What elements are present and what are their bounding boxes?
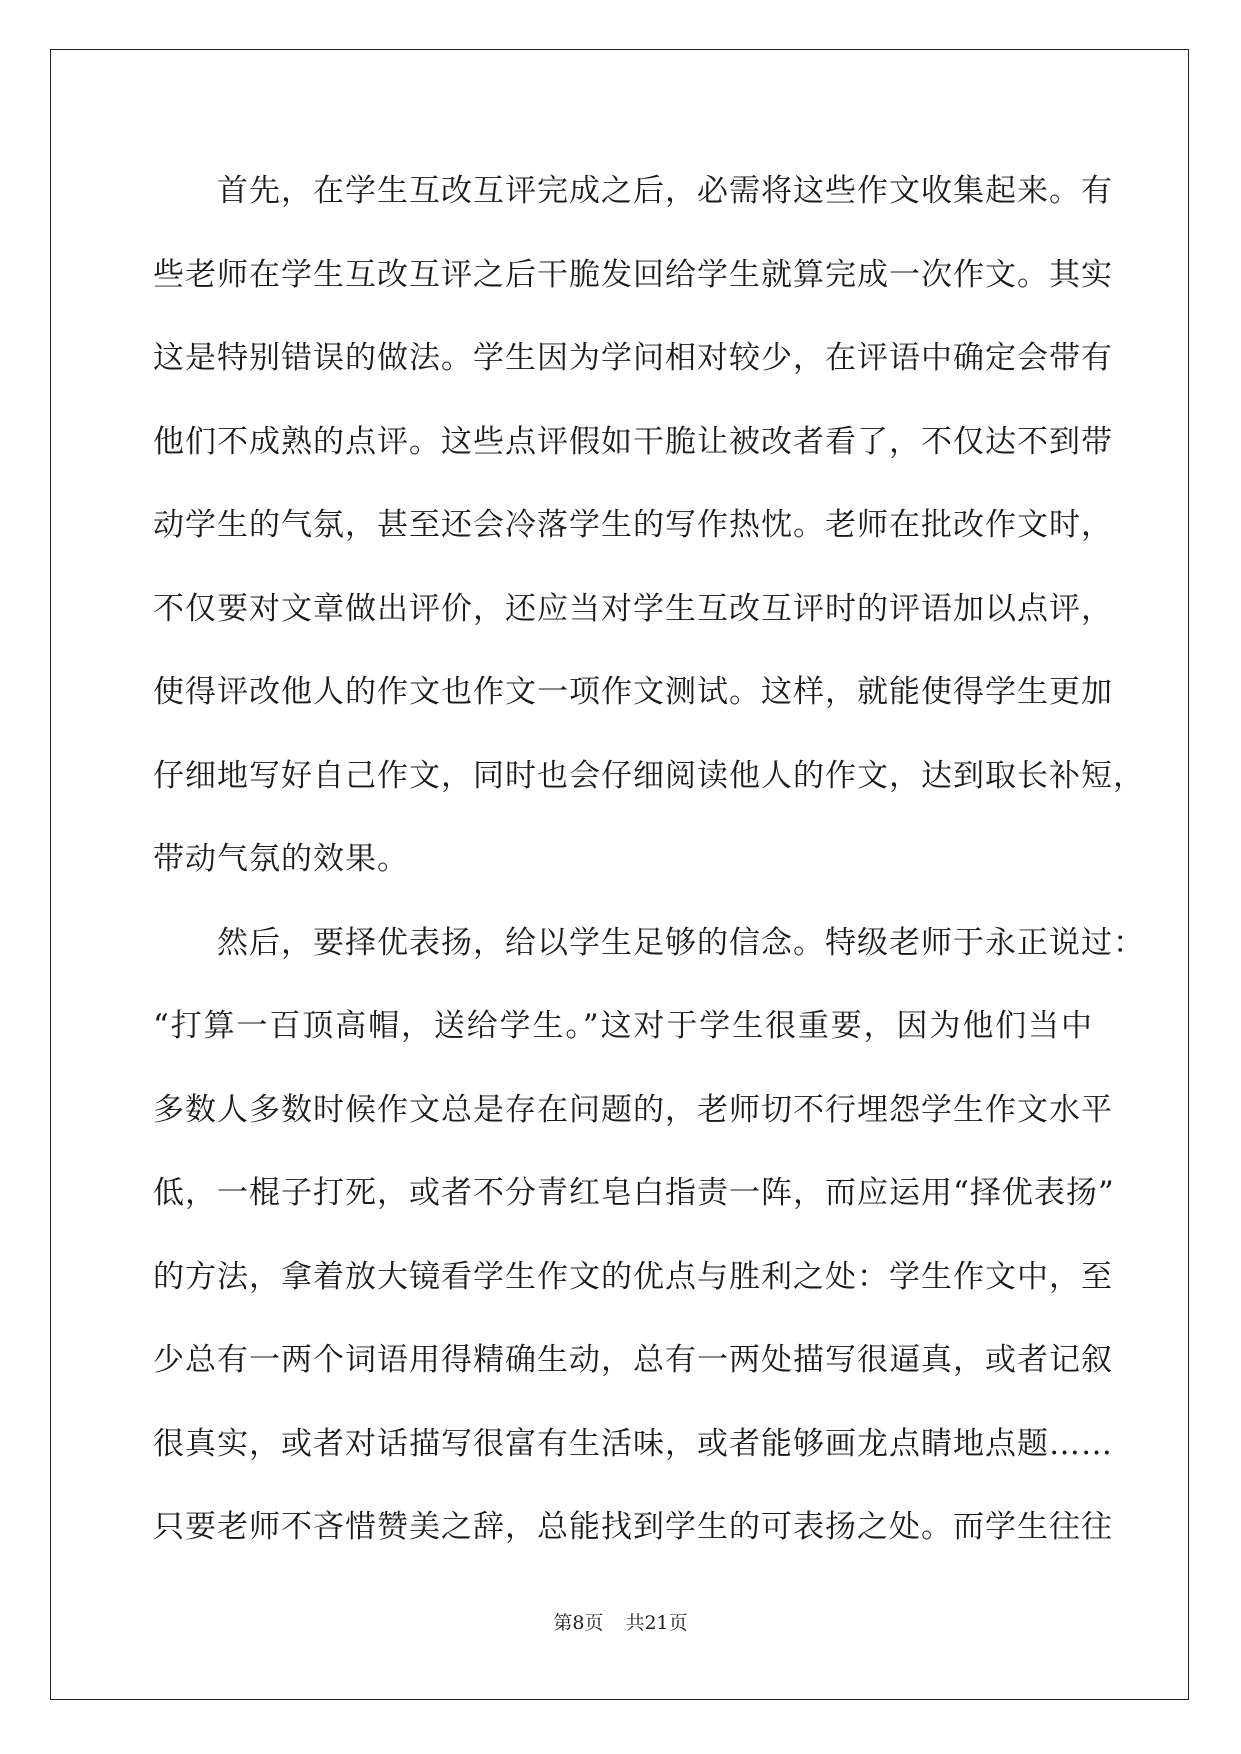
page-footer <box>0 1608 1241 1635</box>
text-line: 然后，要择优表扬，给以学生足够的信念。特级老师于永正说过： <box>217 924 1145 961</box>
text-line: 的方法，拿着放大镜看学生作文的优点与胜利之处：学生作文中，至 <box>153 1258 1113 1295</box>
text-line: “打算一百顶高帽，送给学生。”这对于学生很重要，因为他们当中 <box>153 1008 1093 1044</box>
text-line: 他们不成熟的点评。这些点评假如干脆让被改者看了，不仅达不到带 <box>153 423 1113 460</box>
text-line: 这是特别错误的做法。学生因为学问相对较少，在评语中确定会带有 <box>153 340 1113 376</box>
text-line: 首先，在学生互改互评完成之后，必需将这些作文收集起来。有 <box>217 173 1113 209</box>
text-line: 不仅要对文章做出评价，还应当对学生互改互评时的评语加以点评， <box>153 590 1113 627</box>
text-line: 些老师在学生互改互评之后干脆发回给学生就算完成一次作文。其实 <box>153 256 1113 293</box>
text-line: 使得评改他人的作文也作文一项作文测试。这样，就能使得学生更加 <box>153 674 1113 710</box>
text-line: 只要老师不吝惜赞美之辞，总能找到学生的可表扬之处。而学生往往 <box>153 1509 1113 1545</box>
text-line: 低，一棍子打死，或者不分青红皂白指责一阵，而应运用“择优表扬” <box>153 1175 1115 1211</box>
text-line: 少总有一两个词语用得精确生动，总有一两处描写很逼真，或者记叙 <box>153 1342 1113 1378</box>
page-total: 共21页 <box>625 1612 688 1634</box>
text-line: 动学生的气氛，甚至还会冷落学生的写作热忱。老师在批改作文时， <box>153 507 1113 543</box>
text-line: 多数人多数时候作文总是存在问题的，老师切不行埋怨学生作文水平 <box>153 1091 1113 1128</box>
text-line: 很真实，或者对话描写很富有生活味，或者能够画龙点睛地点题…… <box>153 1425 1113 1462</box>
text-line: 带动气氛的效果。 <box>153 841 409 877</box>
document-body <box>153 150 1145 1570</box>
text-line: 仔细地写好自己作文，同时也会仔细阅读他人的作文，达到取长补短， <box>153 757 1145 794</box>
page-number: 第8页 <box>553 1612 604 1634</box>
